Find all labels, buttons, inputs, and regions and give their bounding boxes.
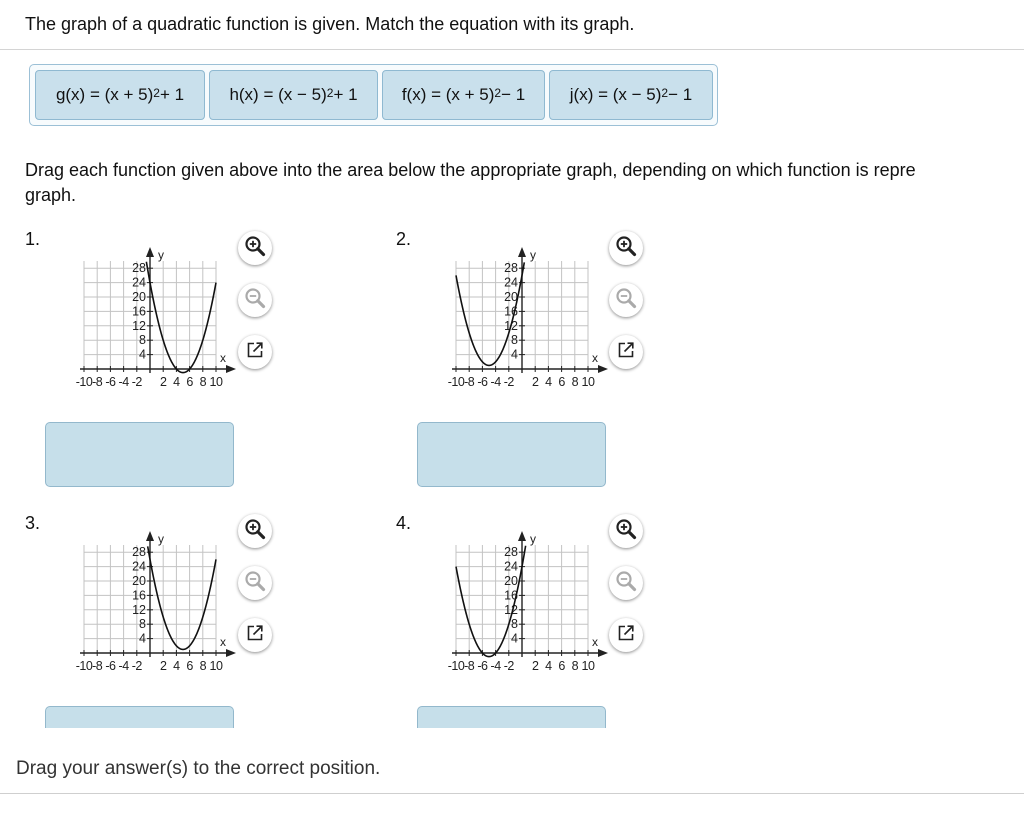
- y-tick-label: 28: [132, 545, 146, 560]
- question-text: The graph of a quadratic function is given. Match the equation with its graph.: [25, 14, 635, 34]
- popout-button[interactable]: [238, 618, 272, 652]
- x-axis-arrow: [226, 649, 236, 657]
- choice-h[interactable]: h(x) = (x − 5) $^2$ + 1: [209, 70, 378, 120]
- graph-number: 2.: [396, 229, 412, 249]
- x-tick-label: -6: [477, 659, 488, 673]
- x-tick-label: 2: [531, 659, 539, 673]
- zoom-out-icon: [244, 287, 266, 314]
- popout-icon: [245, 623, 265, 648]
- drop-zone-3[interactable]: [45, 706, 234, 728]
- x-tick-label: 4: [173, 375, 180, 389]
- footer-prompt: Drag your answer(s) to the correct position.: [16, 758, 381, 779]
- x-tick-label: -10: [447, 375, 465, 389]
- x-axis-label: x: [592, 635, 598, 649]
- popout-icon: [616, 623, 636, 648]
- graph-2: [422, 228, 622, 418]
- y-tick-label: 4: [139, 347, 146, 362]
- y-tick-label: 16: [132, 588, 146, 603]
- x-tick-label: -10: [75, 659, 93, 673]
- answer-tray: [29, 64, 718, 126]
- instructions-line-1: Drag each function given above into the area below the appropriate graph, depending on which function is repre: [25, 160, 916, 180]
- divider: [0, 49, 1024, 50]
- y-tick-label: 20: [132, 574, 146, 588]
- zoom-in-button[interactable]: [609, 514, 643, 548]
- y-tick-label: 28: [132, 261, 146, 276]
- parabola-curve: [146, 262, 216, 373]
- x-tick-label: 4: [545, 659, 552, 673]
- x-tick-label: -2: [503, 659, 514, 673]
- zoom-in-icon: [615, 235, 637, 262]
- zoom-in-icon: [615, 518, 637, 545]
- x-axis-arrow: [226, 365, 236, 373]
- y-tick-label: 12: [132, 318, 146, 333]
- y-axis-label: y: [158, 532, 164, 546]
- y-axis-label: y: [530, 248, 536, 262]
- x-tick-label: 6: [558, 375, 565, 389]
- graph-4: [422, 512, 622, 702]
- drop-zone-4[interactable]: [417, 706, 606, 728]
- x-tick-label: 2: [159, 375, 167, 389]
- parabola-curve: [148, 546, 216, 649]
- instructions: [25, 158, 1024, 208]
- y-tick-label: 28: [504, 545, 518, 560]
- drop-zone-2[interactable]: [417, 422, 606, 487]
- y-axis-arrow: [518, 531, 526, 541]
- x-tick-label: -10: [447, 659, 465, 673]
- graph-3: [50, 512, 250, 702]
- zoom-out-button[interactable]: [238, 283, 272, 317]
- x-tick-label: 10: [209, 659, 223, 673]
- x-tick-label: -4: [118, 375, 129, 389]
- y-tick-label: 16: [132, 304, 146, 319]
- popout-button[interactable]: [238, 335, 272, 369]
- x-tick-label: 2: [159, 659, 167, 673]
- popout-icon: [616, 340, 636, 365]
- y-tick-label: 4: [139, 631, 146, 646]
- popout-icon: [245, 340, 265, 365]
- x-tick-label: -4: [490, 659, 501, 673]
- x-tick-label: 4: [545, 375, 552, 389]
- x-tick-label: 8: [571, 375, 579, 389]
- y-tick-label: 20: [132, 290, 146, 304]
- y-tick-label: 20: [504, 290, 518, 304]
- zoom-in-button[interactable]: [609, 231, 643, 265]
- y-tick-label: 8: [511, 617, 518, 632]
- x-tick-label: 2: [531, 375, 539, 389]
- choice-f[interactable]: f(x) = (x + 5) $^2$ − 1: [382, 70, 545, 120]
- graph-number: 1.: [25, 229, 41, 249]
- x-tick-label: -6: [105, 659, 116, 673]
- zoom-out-icon: [615, 570, 637, 597]
- y-axis-arrow: [146, 531, 154, 541]
- y-tick-label: 12: [504, 318, 518, 333]
- divider: [0, 793, 1024, 794]
- y-tick-label: 8: [139, 333, 146, 348]
- x-tick-label: -8: [464, 659, 475, 673]
- popout-button[interactable]: [609, 335, 643, 369]
- x-tick-label: 6: [558, 659, 565, 673]
- x-tick-label: -8: [92, 375, 103, 389]
- x-tick-label: 10: [209, 375, 223, 389]
- y-axis-label: y: [530, 532, 536, 546]
- zoom-out-button[interactable]: [238, 566, 272, 600]
- x-tick-label: 8: [199, 375, 207, 389]
- drop-zone-1[interactable]: [45, 422, 234, 487]
- choice-j[interactable]: j(x) = (x − 5) $^2$ − 1: [549, 70, 713, 120]
- x-tick-label: 8: [571, 659, 579, 673]
- y-tick-label: 28: [504, 261, 518, 276]
- y-tick-label: 4: [511, 631, 518, 646]
- y-tick-label: 16: [504, 304, 518, 319]
- x-tick-label: 4: [173, 659, 180, 673]
- x-tick-label: -6: [105, 375, 116, 389]
- y-tick-label: 8: [139, 617, 146, 632]
- y-tick-label: 12: [504, 602, 518, 617]
- x-tick-label: -10: [75, 375, 93, 389]
- zoom-out-icon: [615, 287, 637, 314]
- scroll-fade: [0, 728, 1024, 760]
- y-tick-label: 12: [132, 602, 146, 617]
- popout-button[interactable]: [609, 618, 643, 652]
- x-tick-label: 6: [186, 659, 193, 673]
- x-tick-label: -6: [477, 375, 488, 389]
- x-tick-label: -8: [92, 659, 103, 673]
- x-tick-label: 8: [199, 659, 207, 673]
- y-axis-arrow: [146, 247, 154, 257]
- y-tick-label: 16: [504, 588, 518, 603]
- x-tick-label: -4: [490, 375, 501, 389]
- x-tick-label: 10: [581, 659, 595, 673]
- instructions-line-2: graph.: [25, 185, 77, 205]
- zoom-out-icon: [244, 570, 266, 597]
- y-tick-label: 24: [504, 275, 518, 290]
- y-axis-arrow: [518, 247, 526, 257]
- graph-number: 4.: [396, 513, 412, 533]
- x-tick-label: -8: [464, 375, 475, 389]
- y-tick-label: 20: [504, 574, 518, 588]
- y-tick-label: 24: [132, 559, 146, 574]
- zoom-in-icon: [244, 518, 266, 545]
- y-tick-label: 8: [511, 333, 518, 348]
- graph-number: 3.: [25, 513, 41, 533]
- zoom-in-button[interactable]: [238, 514, 272, 548]
- x-tick-label: -4: [118, 659, 129, 673]
- x-tick-label: -2: [503, 375, 514, 389]
- x-axis-arrow: [598, 365, 608, 373]
- x-tick-label: -2: [131, 375, 142, 389]
- x-tick-label: 10: [581, 375, 595, 389]
- x-axis-label: x: [220, 635, 226, 649]
- x-tick-label: 6: [186, 375, 193, 389]
- zoom-in-button[interactable]: [238, 231, 272, 265]
- y-tick-label: 24: [504, 559, 518, 574]
- y-tick-label: 4: [511, 347, 518, 362]
- y-tick-label: 24: [132, 275, 146, 290]
- choice-g[interactable]: g(x) = (x + 5) $^2$ + 1: [35, 70, 205, 120]
- zoom-in-icon: [244, 235, 266, 262]
- zoom-out-button[interactable]: [609, 283, 643, 317]
- zoom-out-button[interactable]: [609, 566, 643, 600]
- x-axis-label: x: [220, 351, 226, 365]
- x-tick-label: -2: [131, 659, 142, 673]
- x-axis-arrow: [598, 649, 608, 657]
- graph-1: [50, 228, 250, 418]
- x-axis-label: x: [592, 351, 598, 365]
- y-axis-label: y: [158, 248, 164, 262]
